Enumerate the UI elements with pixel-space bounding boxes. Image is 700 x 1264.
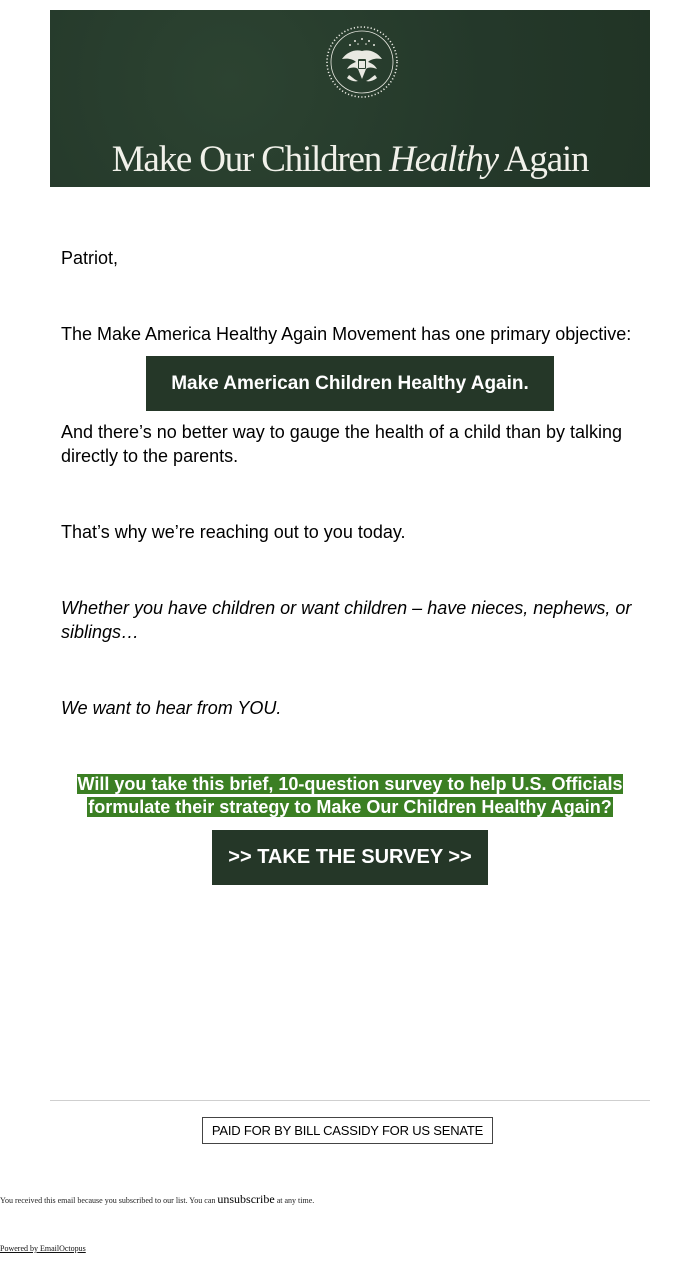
paragraph-hear-from-you: We want to hear from YOU.: [61, 698, 282, 718]
banner-title-italic: Healthy: [389, 139, 498, 180]
presidential-seal-icon: [325, 25, 399, 99]
banner-title-part2: Again: [497, 139, 589, 180]
intro-text: The Make America Healthy Again Movement has one primary objective:: [61, 324, 632, 344]
paid-for-disclaimer: PAID FOR BY BILL CASSIDY FOR US SENATE: [202, 1117, 493, 1144]
survey-ask-line1: Will you take this brief, 10-question survey to help U.S. Officials: [77, 774, 623, 794]
subscription-notice-prefix: You received this email because you subscribed to our list. You can: [0, 1196, 218, 1205]
banner-title-part1: Make Our Children: [111, 139, 390, 180]
paragraph-reaching-out: That’s why we’re reaching out to you today.: [61, 522, 406, 542]
greeting: Patriot,: [61, 248, 119, 268]
unsubscribe-link[interactable]: unsubscribe: [217, 1192, 275, 1206]
objective-callout: Make American Children Healthy Again.: [146, 356, 554, 411]
subscription-notice-suffix: at any time.: [274, 1196, 315, 1205]
powered-by-link[interactable]: Powered by EmailOctopus: [0, 1244, 86, 1253]
survey-ask: [0, 773, 700, 819]
paragraph-children: Whether you have children or want children – have nieces, nephews, or siblings…: [61, 598, 632, 642]
banner-title: [50, 138, 650, 182]
footer-divider: [50, 1100, 650, 1101]
subscription-notice: [0, 1192, 314, 1207]
survey-ask-line2: formulate their strategy to Make Our Children Healthy Again?: [88, 797, 612, 817]
take-survey-button[interactable]: >> TAKE THE SURVEY >>: [212, 830, 488, 885]
paragraph-gauge-health: And there’s no better way to gauge the health of a child than by talking directly to the parents.: [61, 422, 623, 466]
